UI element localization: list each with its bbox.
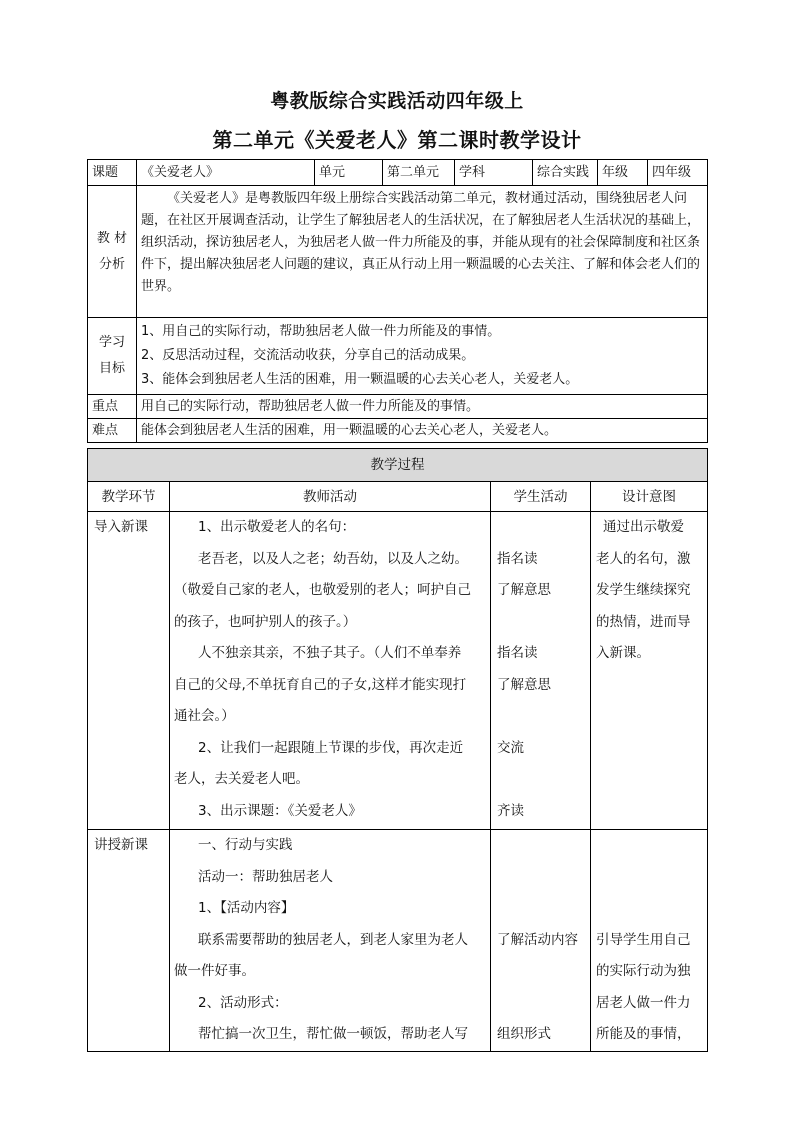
teacher-line: 2、活动形式：: [198, 994, 288, 1011]
student-line: 了解意思: [497, 582, 551, 598]
document-subtitle: 第二单元《关爱老人》第二课时教学设计: [212, 128, 582, 152]
analysis-label-line1: 教 材: [96, 230, 128, 246]
col-header-teacher: 教师活动: [170, 482, 491, 512]
student-line: 了解意思: [497, 676, 551, 693]
intro-design: [591, 512, 708, 830]
goal-item: 2、反思活动过程，交流活动收获，分享自己的活动成果。: [141, 348, 475, 363]
student-line: [491, 830, 590, 862]
student-line: [491, 988, 590, 1020]
analysis-text: [137, 186, 708, 318]
goals-label-line2: 目标: [98, 361, 125, 376]
col-header-student: 学生活动: [491, 482, 591, 512]
unit-label: 单元: [315, 160, 383, 186]
design-line: 发学生继续探究: [596, 582, 691, 598]
goals-label-line1: 学习: [98, 335, 125, 350]
teacher-line: 自己的父母,不单抚育自己的子女,这样才能实现打: [174, 676, 467, 693]
student-line: 交流: [497, 739, 524, 756]
student-line: [491, 956, 590, 988]
teacher-line: 3、出示课题：《关爱老人》: [198, 802, 362, 819]
discipline-label: 学科: [455, 160, 533, 186]
analysis-paragraph: 《关爱老人》是粤教版四年级上册综合实践活动第二单元，教材通过活动，围绕独居老人问题，在社区开展调查活动，让学生了解独居老人的生活状况，在了解独居老人生活状况的基础上，组织活动，探访独居老人，为独居老人做一件力所能及的事，并能从现有的社会保障制度和社区条件下，提出解决独居老人问题的建议，真正从行动上用一颗温暖的心去关注、了解和体会老人们的世界。: [141, 191, 701, 294]
teacher-line: 人不独亲其亲，不独子其子。（人们不单奉养: [198, 645, 462, 661]
col-header-stage: 教学环节: [88, 482, 170, 512]
teacher-line: 做一件好事。: [174, 963, 255, 979]
intro-teacher: [170, 512, 491, 830]
design-line: [591, 862, 707, 894]
teacher-line: 老人，去关爱老人吧。: [174, 771, 309, 787]
student-line: 指名读: [497, 645, 538, 661]
key-point-label: 重点: [88, 395, 137, 419]
teach-label: 讲授新课: [88, 830, 170, 1052]
teacher-line: 2、让我们一起跟随上节课的步伐，再次走近: [198, 739, 464, 756]
document-title: 粤教版综合实践活动四年级上: [270, 90, 524, 112]
intro-label: 导入新课: [88, 512, 170, 830]
goals-label: [88, 318, 137, 395]
student-line: [491, 764, 590, 796]
teacher-line: 1、【活动内容】: [198, 900, 295, 916]
student-line: [491, 512, 590, 544]
student-line: [491, 607, 590, 639]
intro-student: [491, 512, 591, 830]
design-line: 居老人做一件力: [596, 994, 691, 1011]
subject-value: 《关爱老人》: [137, 160, 315, 186]
process-table: [87, 448, 708, 1052]
discipline-value: 综合实践: [533, 160, 598, 186]
student-line: 了解活动内容: [497, 931, 578, 948]
student-line: [491, 862, 590, 894]
difficulty-label: 难点: [88, 419, 137, 443]
col-header-design: 设计意图: [591, 482, 708, 512]
grade-value: 四年级: [648, 160, 708, 186]
design-line: 老人的名句，激: [596, 550, 691, 567]
analysis-label: [88, 186, 137, 318]
student-line: 齐读: [497, 802, 524, 819]
design-line: 入新课。: [596, 645, 650, 661]
teacher-line: 的孩子，也呵护别人的孩子。）: [174, 613, 357, 630]
design-line: 的热情，进而导: [596, 613, 691, 630]
student-line: [491, 701, 590, 733]
subject-label: 课题: [88, 160, 137, 186]
goals-list: [137, 318, 708, 395]
design-line: 的实际行动为独: [596, 963, 691, 979]
analysis-label-line2: 分析: [98, 256, 125, 272]
unit-value: 第二单元: [383, 160, 455, 186]
teach-design: [591, 830, 708, 1052]
teach-student: [491, 830, 591, 1052]
teacher-line: 活动一：帮助独居老人: [198, 868, 333, 885]
info-table: [87, 159, 708, 443]
student-line: 组织形式: [497, 1026, 551, 1042]
key-point-text: 用自己的实际行动，帮助独居老人做一件力所能及的事情。: [137, 395, 708, 419]
design-line: [591, 830, 707, 862]
process-title: 教学过程: [88, 449, 708, 482]
goal-item: 1、用自己的实际行动，帮助独居老人做一件力所能及的事情。: [141, 324, 501, 339]
design-line: 引导学生用自己: [596, 931, 691, 948]
difficulty-text: 能体会到独居老人生活的困难，用一颗温暖的心去关心老人，关爱老人。: [137, 419, 708, 443]
teacher-line: 通社会。）: [174, 708, 235, 724]
teacher-line: 帮忙搞一次卫生，帮忙做一顿饭，帮助老人写: [198, 1026, 468, 1042]
teach-teacher: [170, 830, 491, 1052]
teacher-line: 1、出示敬爱老人的名句：: [198, 519, 356, 535]
teacher-line: 老吾老，以及人之老；幼吾幼，以及人之幼。: [198, 550, 468, 567]
teacher-line: （敬爱自己家的老人，也敬爱别的老人；呵护自己: [174, 582, 471, 598]
design-line: 所能及的事情，: [596, 1026, 691, 1042]
student-line: 指名读: [497, 550, 538, 567]
grade-label: 年级: [598, 160, 648, 186]
design-line: [591, 893, 707, 925]
teacher-line: 一、行动与实践: [198, 837, 293, 853]
student-line: [491, 893, 590, 925]
goal-item: 3、能体会到独居老人生活的困难，用一颗温暖的心去关心老人，关爱老人。: [141, 372, 579, 387]
design-line: 通过出示敬爱: [603, 519, 684, 535]
teacher-line: 联系需要帮助的独居老人，到老人家里为老人: [198, 931, 468, 948]
